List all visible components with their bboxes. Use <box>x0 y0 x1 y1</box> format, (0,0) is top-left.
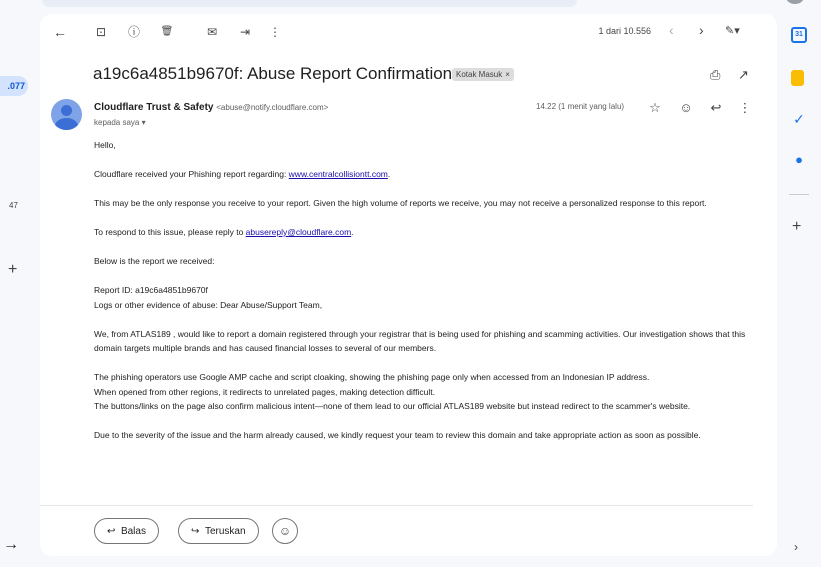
paragraph-severity: Due to the severity of the issue and the harm already caused, we kindly request your team to review this domain and take appropriate action as soon as possible. <box>94 430 701 440</box>
paragraph-phishing-operators: The phishing operators use Google AMP cache and script cloaking, showing the phishing page only when accessed from an Indonesian IP address. When opened from other regions, it redirects to unrelated pages, making detection difficult. The buttons/links on the page also confirm malicious intent—none of them lead to our official ATLAS189 website but instead redirect to the scammer's website. <box>94 372 691 411</box>
sender-email: <abuse@notify.cloudflare.com> <box>216 103 329 112</box>
add-label-icon[interactable]: + <box>8 261 18 278</box>
panel-divider <box>789 194 809 195</box>
keep-icon[interactable] <box>791 70 804 86</box>
subject-row <box>93 64 757 88</box>
calendar-icon[interactable]: 31 <box>791 27 807 43</box>
email-time: 14.22 (1 menit yang lalu) <box>536 102 625 111</box>
more-options-icon[interactable]: ⋮ <box>269 25 281 39</box>
sender-line <box>94 102 328 113</box>
label-text: Kotak Masuk <box>456 70 503 79</box>
paragraph-report-details <box>94 283 754 312</box>
reported-domain-link[interactable]: www.centralcollisiontt.com <box>288 169 388 179</box>
paragraph-below-report: Below is the report we received: <box>94 256 215 266</box>
label-count: 47 <box>9 201 18 210</box>
reply-arrow-icon: ↩ <box>107 526 116 537</box>
star-icon[interactable]: ☆ <box>649 100 661 115</box>
paragraph-reply-to: To respond to this issue, please reply to abusereply@cloudflare.com. <box>94 227 354 237</box>
inbox-label-chip <box>452 68 514 81</box>
print-icon[interactable]: ⎙ <box>710 67 721 82</box>
next-email-icon[interactable]: › <box>699 22 704 38</box>
paragraph-report-received: Cloudflare received your Phishing report regarding: www.centralcollisiontt.com. <box>94 169 391 179</box>
add-reaction-icon[interactable]: ☺ <box>679 100 693 115</box>
logs-evidence: Logs or other evidence of abuse: Dear Abuse/Support Team, <box>94 299 323 310</box>
unread-count-badge[interactable]: .077 <box>0 76 28 96</box>
mark-unread-icon[interactable]: ✉ <box>206 25 218 39</box>
get-addons-icon[interactable]: + <box>792 218 802 235</box>
avatar-body-shape <box>55 118 78 130</box>
chevron-down-icon[interactable]: ▾ <box>141 118 146 127</box>
report-spam-icon[interactable]: ⓘ <box>127 25 140 39</box>
to-me-text: kepada saya <box>94 118 140 127</box>
sender-name[interactable]: Cloudflare Trust & Safety <box>94 102 214 113</box>
archive-icon[interactable]: ⊡ <box>95 25 107 39</box>
expand-panel-icon[interactable]: › <box>794 540 798 554</box>
paragraph-atlas: We, from ATLAS189 , would like to report a domain registered through your registrar that is being used for phishing and scamming activities. Our investigation shows that this domain targets multiple brands and has caused financial losses to several of our members. <box>94 328 746 353</box>
sender-avatar[interactable] <box>51 99 82 130</box>
more-icon[interactable]: ⋮ <box>738 100 752 115</box>
prev-email-icon[interactable]: ‹ <box>669 22 674 38</box>
report-id: Report ID: a19c6a4851b9670f <box>94 285 208 295</box>
abuse-reply-link[interactable]: abusereply@cloudflare.com <box>245 227 352 237</box>
contacts-icon[interactable]: ● <box>795 152 803 167</box>
forward-arrow-icon: ↪ <box>191 526 200 537</box>
email-subject: a19c6a4851b9670f: Abuse Report Confirmation <box>93 64 453 83</box>
forward-label: Teruskan <box>204 526 246 537</box>
back-icon[interactable]: ← <box>53 24 67 40</box>
body-divider <box>40 505 753 506</box>
pager-text: 1 dari 10.556 <box>598 26 651 36</box>
avatar-head-shape <box>61 105 72 116</box>
collapse-arrow-icon[interactable]: → <box>3 536 19 553</box>
emoji-reaction-button[interactable]: ☺ <box>272 518 298 544</box>
email-card <box>40 14 777 556</box>
forward-button[interactable] <box>178 518 259 544</box>
search-bar-edge[interactable] <box>42 0 577 7</box>
tasks-icon[interactable]: ✓ <box>793 111 805 127</box>
open-new-window-icon[interactable]: ↗ <box>738 67 749 82</box>
reply-icon[interactable]: ↩ <box>710 100 722 115</box>
paragraph-only-response: This may be the only response you receive to your report. Given the high volume of reports we receive, you may not receive a personalized response to this report. <box>94 198 707 208</box>
delete-icon[interactable]: 🗑 <box>160 26 174 37</box>
move-to-icon[interactable]: ⇥ <box>239 25 251 39</box>
remove-label-icon[interactable]: × <box>505 70 510 79</box>
input-tools-icon[interactable]: ✎▾ <box>725 25 740 37</box>
reply-label: Balas <box>120 526 146 537</box>
email-body <box>94 138 754 506</box>
recipient-line[interactable] <box>94 118 146 127</box>
greeting: Hello, <box>94 140 116 150</box>
left-rail <box>0 0 40 567</box>
right-side-panel <box>780 0 821 567</box>
reply-button[interactable] <box>94 518 159 544</box>
email-toolbar <box>40 14 777 50</box>
